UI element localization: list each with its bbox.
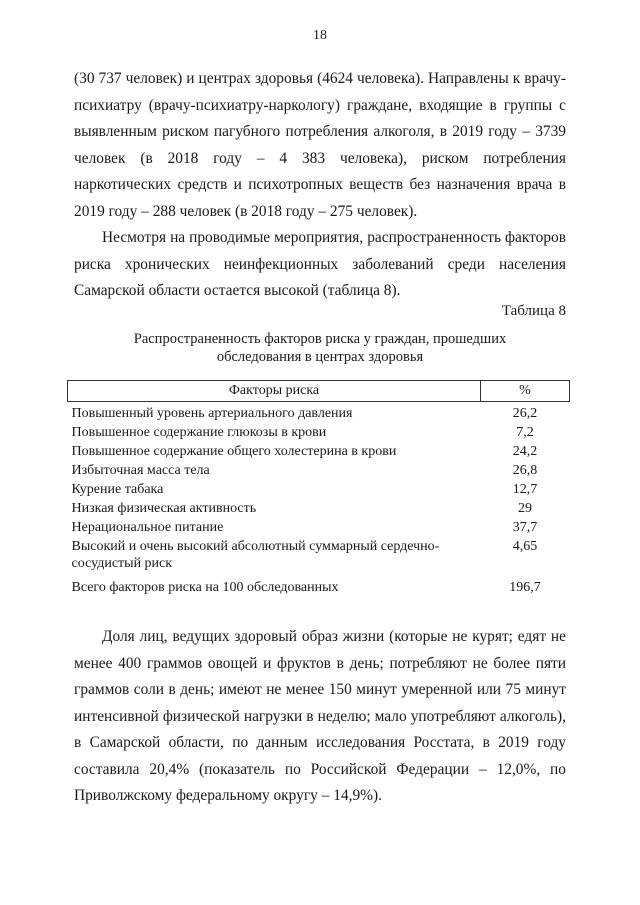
table-caption-line-1: Распространенность факторов риска у граждан, прошедших [133,331,507,347]
header-factor: Факторы риска [68,381,481,402]
row-value: 196,7 [509,580,541,595]
table-row [68,423,570,442]
table-caption [100,330,540,366]
row-value: 4,65 [512,539,538,554]
row-factor: Курение табака [71,482,164,497]
row-factor: Нерациональное питание [71,520,224,535]
header-percent: % [481,381,570,402]
paragraph-3: Доля лиц, ведущих здоровый образ жизни (которые не курят; едят не менее 400 граммов овощей и фруктов в день; потребляют не более пяти граммов соли в день; имеют не менее 150 минут умеренной или 75 минут интенсивной физической нагрузки в неделю; мало употребляют алкоголь), в Самарской области, по данным исследования Росстата, в 2019 году составила 20,4% (показатель по Российской Федерации – 12,0%, по Приволжскому федеральному округу – 14,9%). [74,628,566,804]
row-value: 29 [518,501,532,516]
row-factor: Повышенное содержание глюкозы в крови [71,425,327,440]
row-value: 26,8 [512,463,538,478]
table-row [68,499,570,518]
table-label: Таблица 8 [501,303,566,319]
paragraph-2: Несмотря на проводимые мероприятия, распространенность факторов риска хронических неинфекционных заболеваний среди населения Самарской области остается высокой (таблица 8). [74,229,566,299]
table-row-total [68,573,570,597]
table-caption-line-2: обследования в центрах здоровья [216,349,424,365]
row-value: 37,7 [512,520,538,535]
row-value: 7,2 [516,425,534,440]
page-number: 18 [313,28,327,43]
row-factor: Повышенное содержание общего холестерина в крови [71,444,397,459]
table-row [68,537,570,573]
row-value: 26,2 [512,406,538,421]
risk-factors-table [67,380,570,597]
row-factor: Всего факторов риска на 100 обследованных [71,580,339,595]
paragraph-1: (30 737 человек) и центрах здоровья (4624 человека). Направлены к врачу-психиатру (врачу-психиатру-наркологу) граждане, входящие в группы с выявленным риском пагубного потребления алкоголя, в 2019 году – 3739 человек (в 2018 году – 4 383 человека), риском потребления наркотических средств и психотропных веществ без назначения врача в 2019 году – 288 человек (в 2018 году – 275 человек). [74,70,566,220]
table-row [68,461,570,480]
row-factor: Повышенный уровень артериального давления [71,406,353,421]
table-row [68,442,570,461]
table-header-row [68,381,570,402]
table-row [68,402,570,424]
row-factor: Низкая физическая активность [71,501,257,516]
row-factor: Избыточная масса тела [71,463,210,478]
table-row [68,518,570,537]
row-value: 24,2 [512,444,538,459]
row-factor: Высокий и очень высокий абсолютный суммарный сердечно-сосудистый риск [71,539,440,571]
row-value: 12,7 [512,482,538,497]
table-row [68,480,570,499]
